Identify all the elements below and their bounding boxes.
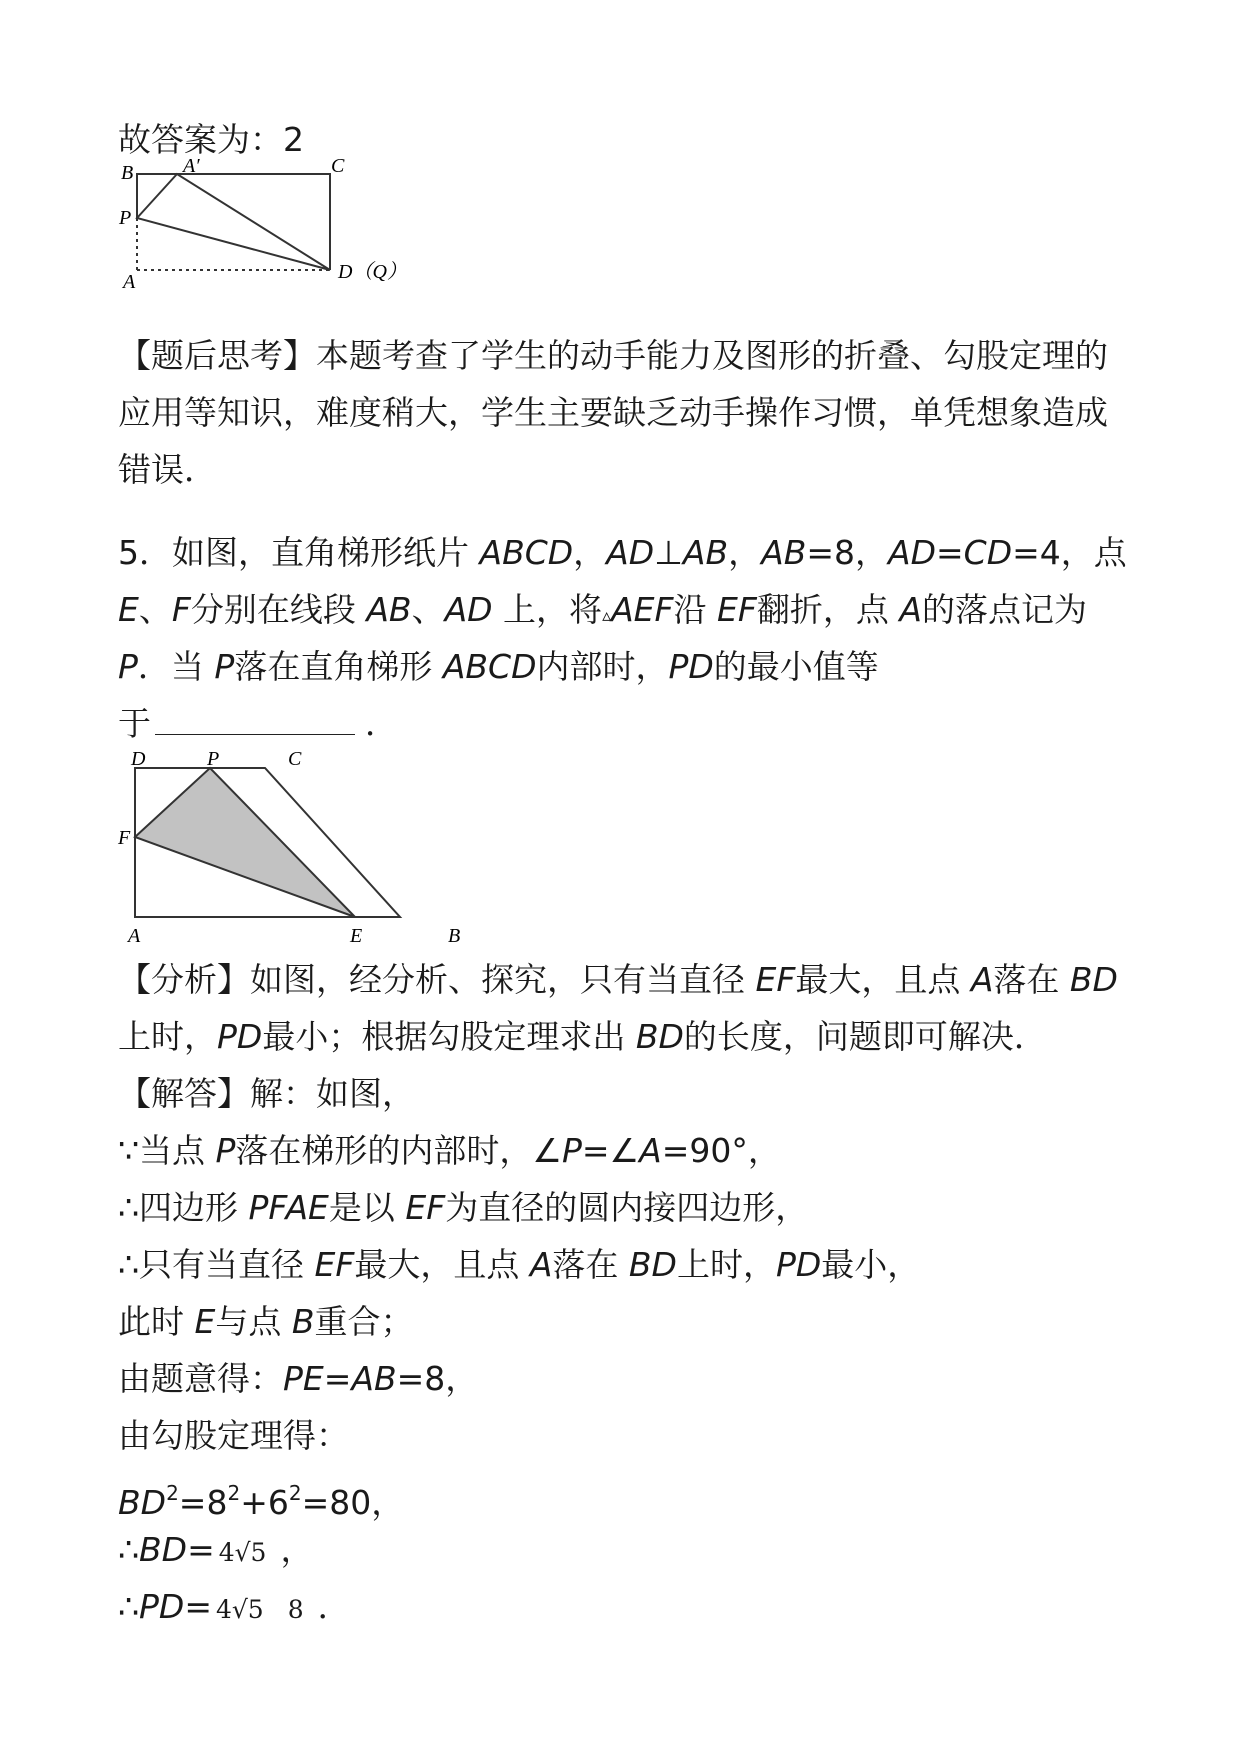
text-run: ∴ [118,1587,139,1626]
fig2-label-b: B [448,925,461,947]
math-variable: EF [314,1245,355,1284]
text-run: =∠ [581,1131,640,1170]
math-variable: PD [775,1245,822,1284]
text-run: = [184,1587,212,1626]
math-4-root-5: 4√5 [215,1595,264,1624]
solution-step-2 [118,1186,808,1230]
question-5-line-1 [118,531,1127,575]
fig1-label-a-prime: A′ [183,158,200,177]
text-run: 2 [166,1481,179,1505]
math-variable: A [899,590,922,629]
figure-2-trapezoid [115,752,475,954]
text-run: 落在 [993,960,1070,999]
fig1-label-a: A [123,271,136,293]
fig2-label-c: C [288,752,302,770]
math-variable: AD [606,533,655,572]
text-run: ， [280,1530,314,1569]
math-variable: B [291,1302,315,1341]
math-4-root-5: 4√5 [218,1538,267,1567]
analysis-line-2 [118,1015,1047,1059]
text-run: 、 [411,590,445,629]
text-run: 沿 [673,590,718,629]
math-variable: P [562,1131,582,1170]
figure-1-fold-rectangle [105,158,425,320]
math-8: 8 [287,1595,304,1624]
reflection-line-2: 应用等知识，难度稍大，学生主要缺乏动手操作习惯，单凭想象造成 [118,393,1108,432]
text-run: = [323,1359,352,1398]
solution-step-1 [118,1129,781,1173]
math-variable: AB [366,590,412,629]
math-variable: P [118,647,138,686]
text-run: +6 [240,1483,289,1522]
text-run: = [936,533,964,572]
question-5-line-2 [118,588,1087,638]
text-run: 与点 [215,1302,292,1341]
math-variable: ABCD [442,647,537,686]
text-run: 5．如图，直角梯形纸片 [118,533,480,572]
text-run: =4，点 [1012,533,1127,572]
text-run: ． [317,1587,351,1626]
math-variable: AEF [611,590,674,629]
solution-step-6: 由勾股定理得： [118,1416,349,1455]
math-variable: AB [761,533,807,572]
math-variable: BD [1069,960,1118,999]
math-variable: PD [668,647,714,686]
fig2-label-e: E [350,925,363,947]
math-variable: EF [405,1188,446,1227]
text-run: 上，将 [492,590,603,629]
math-variable: EF [755,960,796,999]
math-variable: P [214,647,235,686]
text-run: 的长度，问题即可解决． [683,1017,1047,1056]
fig2-label-p: P [207,752,220,770]
text-run: 的最小值等 [713,647,879,686]
text-run: 由题意得： [118,1359,283,1398]
text-run: ∴四边形 [118,1188,249,1227]
text-run: 翻折，点 [756,590,900,629]
math-variable: CD [963,533,1013,572]
text-run: ． [365,704,398,743]
solution-step-7 [118,1471,404,1525]
text-run: 、 [138,590,172,629]
answer-line: 故答案为：2 [118,120,304,159]
fig2-label-f: F [118,827,131,849]
math-variable: AD [444,590,493,629]
math-variable: E [118,590,139,629]
math-variable: AB [682,533,729,572]
text-run: = [187,1530,215,1569]
math-variable: E [194,1302,216,1341]
text-run: 最大，且点 [795,960,971,999]
math-variable: P [215,1131,236,1170]
text-run: 上时， [118,1017,217,1056]
math-variable: A [529,1245,553,1284]
text-run: 内部时， [536,647,669,686]
math-variable: BD [628,1245,677,1284]
text-run: ， [728,533,762,572]
text-run: 上时， [676,1245,776,1284]
text-run: ▵ [602,605,612,626]
text-run: 是以 [328,1188,406,1227]
text-run: =80， [301,1483,405,1522]
math-variable: PD [217,1017,263,1056]
text-run: 最大，且点 [354,1245,530,1284]
text-run: =8， [396,1359,479,1398]
math-variable: ABCD [479,533,574,572]
text-run: 落在直角梯形 [234,647,443,686]
text-run: ⊥ [654,533,683,572]
text-run: 此时 [118,1302,195,1341]
text-run: 分别在线段 [190,590,367,629]
math-variable: PE [283,1359,324,1398]
fig2-label-a: A [128,925,141,947]
solution-step-3 [118,1243,920,1287]
math-variable: BD [635,1017,684,1056]
reflection-line-1: 【题后思考】本题考查了学生的动手能力及图形的折叠、勾股定理的 [118,336,1108,375]
answer-blank [155,704,355,735]
text-run: ．当 [137,647,215,686]
fig2-label-d: D [131,752,146,770]
solution-step-5 [118,1357,478,1401]
text-run: 重合； [314,1302,414,1341]
solution-step-4 [118,1300,414,1344]
question-5-line-3 [118,645,879,689]
analysis-line-1 [118,958,1118,1002]
text-run: =8 [178,1483,228,1522]
text-run: 为直径的圆内接四边形， [445,1188,809,1227]
text-run: 于 [118,704,151,743]
fig1-label-b: B [121,162,134,184]
fig1-label-c: C [331,158,345,177]
text-run: ， [573,533,607,572]
math-variable: BD [118,1483,167,1522]
math-variable: AB [351,1359,397,1398]
text-run: =90°， [661,1131,781,1170]
text-run: 落在梯形的内部时，∠ [235,1131,562,1170]
text-run: 2 [288,1481,302,1505]
text-run: 2 [227,1481,241,1505]
solution-step-9 [118,1585,351,1632]
math-variable: AD [888,533,937,572]
math-variable: A [639,1131,662,1170]
math-variable: F [171,590,191,629]
text-run: 最小， [821,1245,921,1284]
text-run: ∴ [118,1530,139,1569]
math-variable: PFAE [248,1188,329,1227]
math-variable: PD [139,1587,185,1626]
math-variable: EF [717,590,757,629]
text-run: 落在 [552,1245,629,1284]
math-variable: BD [139,1530,188,1569]
reflection-line-3: 错误． [118,450,217,489]
text-run: 的落点记为 [921,590,1087,629]
text-run: ∴只有当直径 [118,1245,315,1284]
text-run: 【分析】如图，经分析、探究，只有当直径 [118,960,756,999]
solution-heading: 【解答】解：如图， [118,1074,415,1113]
math-variable: A [970,960,994,999]
text-run: ∵当点 [118,1131,216,1170]
text-run: 最小；根据勾股定理求出 [262,1017,636,1056]
solution-step-8 [118,1528,313,1575]
text-run: =8， [806,533,889,572]
fig1-label-dq: D（Q） [338,261,407,283]
question-5-line-4 [118,702,398,746]
fig1-label-p: P [119,207,132,229]
